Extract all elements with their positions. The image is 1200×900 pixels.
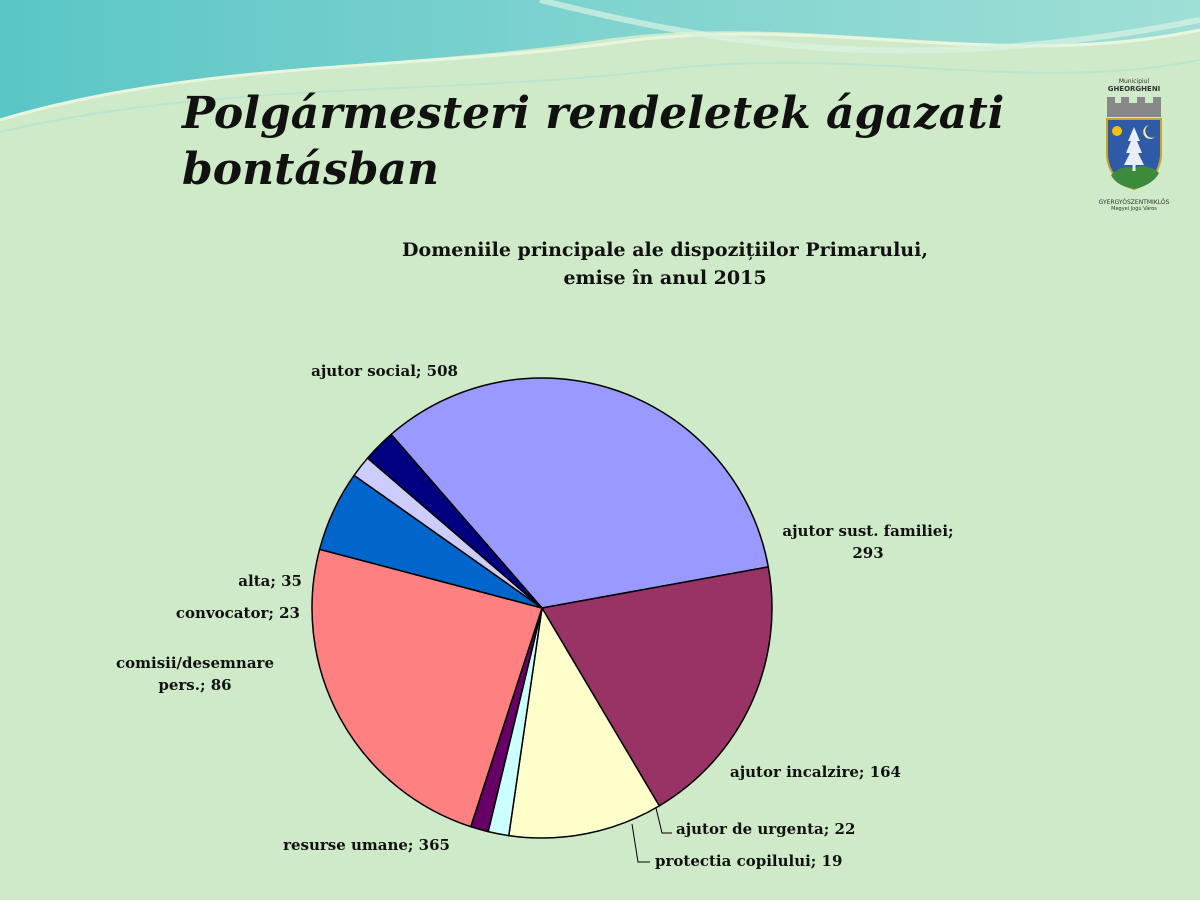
- leader-line: [632, 824, 650, 862]
- slide-title-line: bontásban: [182, 144, 439, 195]
- data-label-resurse-umane: resurse umane; 365: [283, 836, 450, 854]
- slide-title-line: Polgármesteri rendeletek ágazati: [182, 88, 1005, 139]
- logo-text-hungarian: GYERGYÓSZENTMIKLÓS: [1098, 199, 1170, 206]
- logo-text-subtitle: Megyei Jogú Város: [1111, 206, 1157, 212]
- logo-text-city: GHEORGHENI: [1107, 85, 1161, 93]
- logo-text-municipiul: Municipiul: [1118, 78, 1150, 85]
- data-label-ajutor-social: ajutor social; 508: [311, 362, 458, 380]
- data-label-comisii-desemnare-pers-: comisii/desemnare pers.; 86: [116, 654, 274, 694]
- data-label-ajutor-de-urgenta: ajutor de urgenta; 22: [676, 820, 856, 838]
- chart-title-line: emise în anul 2015: [563, 267, 767, 289]
- data-label-convocator: convocator; 23: [175, 604, 300, 622]
- data-label-alta: alta; 35: [238, 572, 302, 590]
- data-label-protectia-copilului: protectia copilului; 19: [655, 852, 843, 870]
- data-label-ajutor-sust-familiei: ajutor sust. familiei; 293: [782, 522, 954, 562]
- chart-title-line: Domeniile principale ale dispozițiilor Primarului,: [402, 239, 928, 261]
- leader-line: [656, 808, 672, 833]
- data-label-ajutor-incalzire: ajutor incalzire; 164: [730, 763, 901, 781]
